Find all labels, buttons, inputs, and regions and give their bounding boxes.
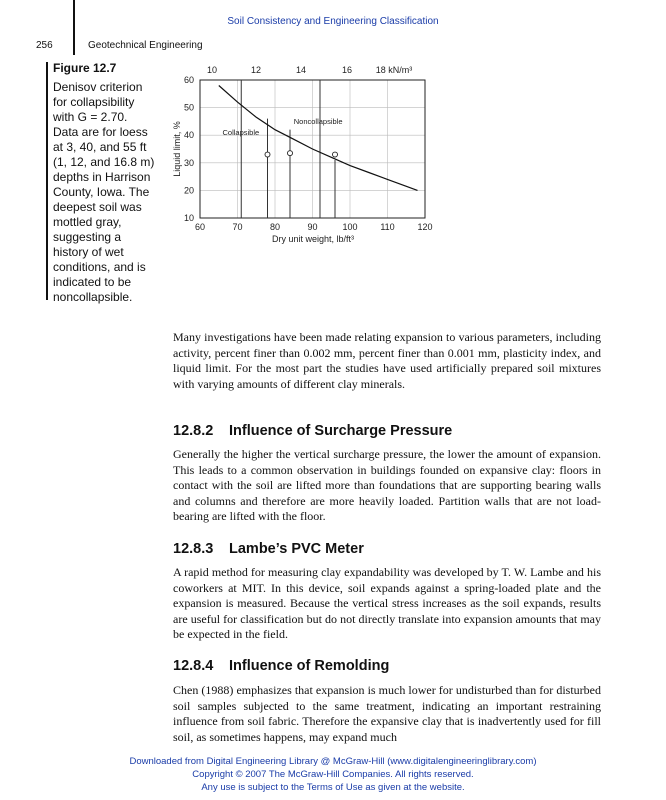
footer-line: Downloaded from Digital Engineering Library @ McGraw-Hill (www.digitalengineeringlibrary.com) [129,756,537,767]
top-tick-label: 12 [250,65,262,75]
x-tick-label: 60 [194,222,206,232]
section-title: Lambe’s PVC Meter [229,541,364,557]
footer-line: Any use is subject to the Terms of Use as given at the website. [201,782,465,793]
top-tick-label: 14 [295,65,307,75]
caption-line: indicated to be [53,275,132,289]
region-label-noncollapsible: Noncollapsible [293,117,343,127]
y-axis-label: Liquid limit, % [172,121,182,177]
y-tick-label: 20 [183,185,194,196]
section-number: 12.8.4 [173,658,214,674]
book-title: Geotechnical Engineering [88,40,203,51]
caption-line: at 3, 40, and 55 ft [53,140,147,154]
caption-bar [46,62,48,300]
data-point [288,151,293,156]
caption-line: depths in Harrison [53,170,151,184]
top-tick-label: 10 [206,65,218,75]
figure-label: Figure 12.7 [53,61,117,75]
section-heading [173,423,452,439]
data-point [265,152,270,157]
caption-line: Denisov criterion [53,80,143,94]
caption-line: mottled gray, [53,215,122,229]
section-heading [173,541,364,557]
y-tick-label: 10 [183,213,194,223]
y-tick-label: 30 [183,157,194,168]
caption-line: noncollapsible. [53,290,133,304]
y-tick-label: 50 [183,102,194,113]
caption-line: (1, 12, and 16.8 m) [53,155,155,169]
y-tick-label: 40 [183,130,194,141]
x-tick-label: 110 [380,222,395,232]
top-tick-label: 18 kN/m³ [375,65,413,75]
figure-caption [53,80,165,305]
data-point [333,152,338,157]
caption-line: history of wet [53,245,124,259]
caption-line: Data are for loess [53,125,148,139]
x-tick-label: 90 [307,222,318,232]
x-tick-label: 70 [232,222,243,232]
running-head: Soil Consistency and Engineering Classification [227,16,439,27]
section-number: 12.8.3 [173,541,214,557]
caption-line: for collapsibility [53,95,135,109]
paragraph: Generally the higher the vertical surcharge pressure, the lower the amount of expansion. This leads to a common observation in buildings founded on expansive clay: floors in contact with the soil are lifted more than foundations that are supporting bearing walls and columns and therefore are more heavily loaded. Partition walls that are not load-bearing are lifted with the floor. [173,447,601,524]
caption-line: deepest soil was [53,200,142,214]
header-rule [73,0,75,55]
collapsibility-chart [170,60,450,255]
region-label-collapsible: Collapsible [222,128,260,138]
paragraph: Many investigations have been made relating expansion to various parameters, including activity, percent finer than 0.002 mm, percent finer than 0.001 mm, plasticity index, and liquid limit. For the most part the studies have used artificially prepared soil mixtures with varying amounts of different clay minerals. [173,330,601,391]
paragraph: Chen (1988) emphasizes that expansion is much lower for undisturbed than for disturbed soil samples subjected to the same treatment, indicating an important restraining influence from soil fabric. Therefore the expansive clay that is inadvertently used for fill soil, as sometimes happens, may expand much [173,683,601,744]
x-tick-label: 100 [342,222,358,232]
x-axis-label: Dry unit weight, lb/ft³ [271,234,355,244]
footer-line: Copyright © 2007 The McGraw-Hill Companies. All rights reserved. [192,769,474,780]
caption-line: County, Iowa. The [53,185,150,199]
footer [0,755,666,794]
caption-line: suggesting a [53,230,122,244]
section-number: 12.8.2 [173,423,214,439]
caption-line: conditions, and is [53,260,146,274]
section-title: Influence of Surcharge Pressure [229,423,453,439]
y-tick-label: 60 [183,75,194,85]
page-number: 256 [36,40,53,51]
caption-line: with G = 2.70. [53,110,128,124]
paragraph: A rapid method for measuring clay expandability was developed by T. W. Lambe and his coworkers at MIT. In this device, soil expands against a spring-loaded plate and the expansion is measured. Because the vertical stress increases as the soil expands, results are useful for classification but do not directly translate into expansion amounts that may be expected in the field. [173,565,601,642]
section-title: Influence of Remolding [229,658,390,674]
section-heading [173,658,389,674]
x-tick-label: 120 [417,222,433,232]
top-tick-label: 16 [341,65,353,75]
x-tick-label: 80 [269,222,281,232]
